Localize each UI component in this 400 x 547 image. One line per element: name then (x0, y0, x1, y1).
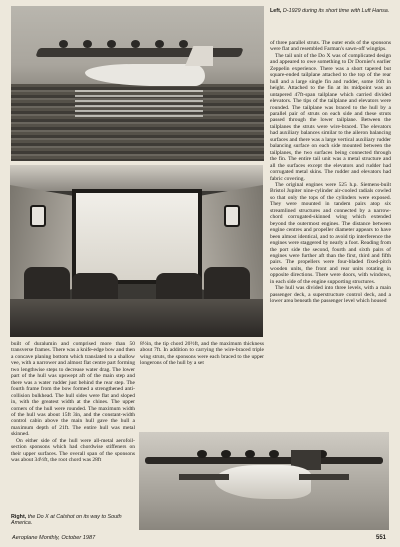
paragraph: The hull was divided into three levels, with a main passenger deck, a superstructure control deck, and a lower area beneath the passenger level which housed (270, 285, 391, 305)
top-photo-caption (270, 8, 390, 14)
flying-boat-on-water-photo (11, 6, 264, 161)
caption-text: the Do X at Calshot on its way to South America. (11, 514, 122, 527)
engine-nacelle (269, 450, 279, 458)
cabin-bulkhead-doorway (72, 189, 202, 284)
engine-nacelle (197, 450, 207, 458)
magazine-footer: Aeroplane Monthly, October 1987 (12, 535, 96, 541)
flying-boat-in-flight-photo (139, 432, 389, 530)
engine-nacelle (83, 40, 92, 48)
wing (145, 457, 383, 464)
sponson (299, 474, 349, 480)
engine-nacelle (179, 40, 188, 48)
engine-nacelle (131, 40, 140, 48)
paragraph: The tail unit of the Do X was of complicated design and appeared to owe something to Dr Dornier's earlier Zeppelin experience. There was a short tapered but square-ended tailplane attached to the top of the rear hull and a large single fin and rudder, some 16ft in height. Attached to the fin at its midpoint was an untapered 47ft-span tailplane which carried divided elevators. The tips of the tailplane and elevators were rounded. The tailplane was braced to the hull by a parallel pair of struts on each side and these struts passed through the lower tailplane. Between the tailplanes the struts were wire-braced. The elevators had auxiliary balances similar to the aileron balancing surfaces and there was a large vertical auxiliary rudder balancing surface on each side mounted between the tailplanes, the two surfaces being connected through the fin. The entire tail unit was a metal structure and all the surfaces except the elevators and rudder had corrugated metal skins. The rudder and elevators had fabric covering. (270, 52, 391, 182)
cabin-floor (10, 299, 263, 337)
paragraph: The original engines were 525 h.p. Siemens-built Bristol Jupiter nine-cylinder air-cooled radials cowled so that only the tops of the cylinders were exposed. They were mounted in tandem pairs atop six streamlined structures and connected by a narrow-chord corrugated-skinned wing which extended beyond the outermost engines. The distance between engine centres and propeller diameter appears to have been almost identical, and to avoid tip interference the engines were staggered by nearly a foot. Reading from the port side the second, fourth and sixth pairs of engines were further aft than the first, third and fifth pairs. The propellers were four-bladed fixed-pitch wooden units, the front and rear units rotating in opposite directions. There were doors, with windows, in each side of the engine supporting structures. (270, 181, 391, 285)
caption-text: D-1929 during its short time with Luft Hansa. (282, 8, 390, 14)
paragraph: of three parallel struts. The outer ends of the sponsons were flat and resembled Farman's sawn-off wingtips. (270, 40, 391, 53)
page-number: 551 (376, 535, 387, 541)
hull (85, 64, 205, 86)
paragraph: On either side of the hull were all-metal aerofoil-section sponsons which had chordwise stiffeners on their upper surfaces. The overall span of the sponsons was about 34½ft, the root chord was 28ft (11, 437, 135, 464)
sponson (179, 474, 229, 480)
engine-nacelle (221, 450, 231, 458)
cabin-interior-photo (10, 165, 263, 337)
engine-nacelle (107, 40, 116, 48)
caption-direction: Left, (270, 8, 282, 14)
cabin-ceiling (10, 165, 263, 191)
engine-nacelle (155, 40, 164, 48)
caption-direction: Right, (11, 514, 27, 520)
paragraph: built of duralumin and comprised more than 50 transverse frames. There was a knife-edge bow and then a concave planing bottom which translated to a shallow vee, with a narrower and almost flat centre part forming two lengthwise steps to decrease water drag. The lower part of the hull was upswept aft of the main step and there was a water rudder just behind the rear step. The fourth frame from the bow formed a strengthened anti-collision bulkhead. The hull sides were flat and sloped in, with the greatest width at the chines. The upper corners of the hull were rounded. The maximum width of the hull was about 15ft 3in, and the constant-width control cabin above the main hull gave the hull a maximum depth of 21ft. The entire hull was metal skinned. (11, 341, 135, 438)
engine-nacelle (245, 450, 255, 458)
left-text-column (11, 341, 135, 464)
paragraph: 8½in, the tip chord 20½ft, and the maximum thickness about 7ft. In addition to carrying the wire-braced triple wing struts, the sponsons were each braced to the upper longerons of the hull by a set (140, 341, 264, 367)
cabin-window (224, 205, 240, 227)
hull (215, 465, 311, 499)
bottom-photo-caption (11, 514, 135, 527)
right-text-column (270, 40, 391, 305)
water-reflection (75, 90, 203, 118)
middle-text-column (140, 341, 264, 367)
cabin-window (30, 205, 46, 227)
engine-nacelle (59, 40, 68, 48)
